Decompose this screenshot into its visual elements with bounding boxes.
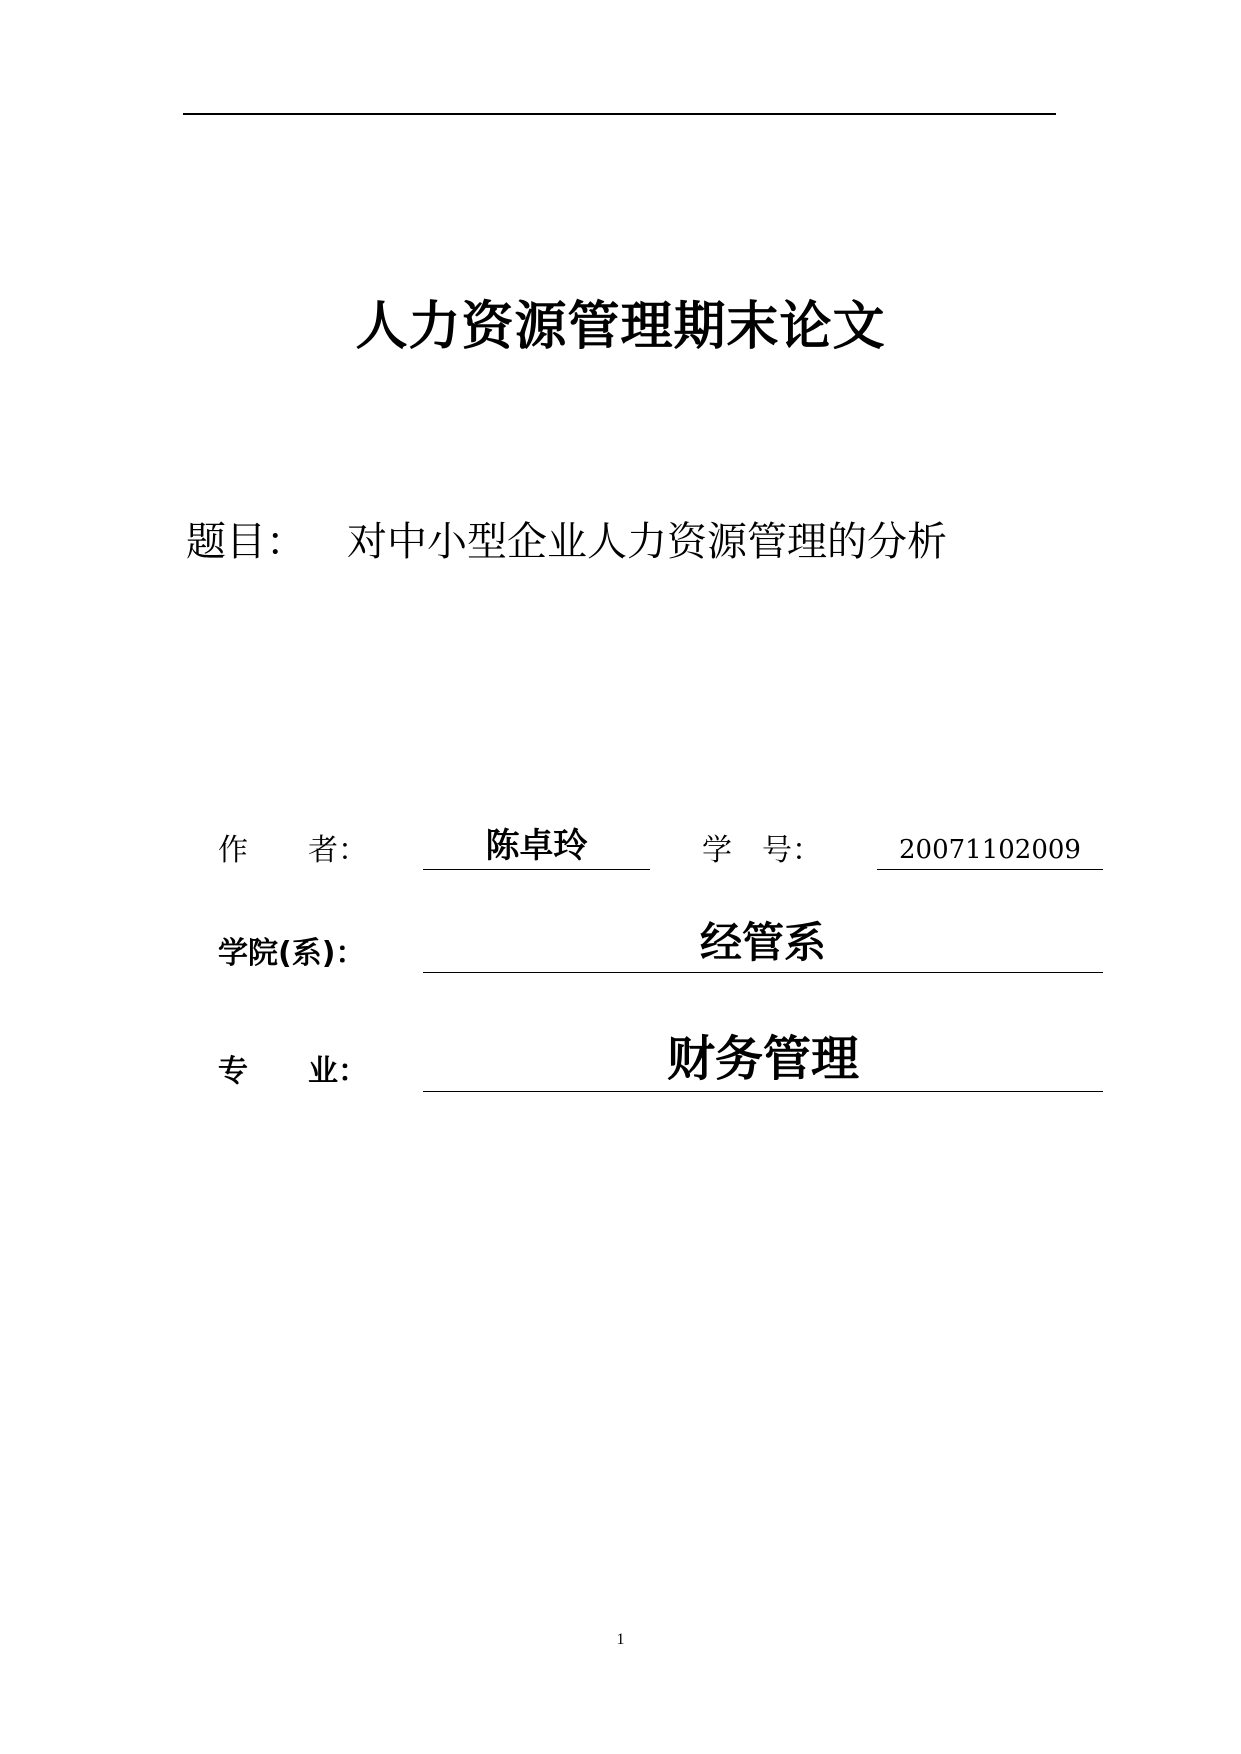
topic-value: 对中小型企业人力资源管理的分析 — [347, 519, 947, 565]
major-underline — [423, 1091, 1103, 1092]
page-number: 1 — [616, 1631, 625, 1648]
student-id-underline — [877, 869, 1103, 870]
student-id-value: 20071102009 — [899, 835, 1081, 865]
author-underline — [423, 869, 650, 870]
major-value: 财务管理 — [666, 1031, 859, 1087]
topic-label: 题目： — [186, 519, 306, 565]
author-label: 作 者： — [218, 833, 368, 868]
college-label: 学院(系)： — [218, 936, 366, 971]
header-rule — [183, 113, 1056, 115]
document-title: 人力资源管理期末论文 — [355, 296, 886, 357]
college-value: 经管系 — [699, 918, 826, 967]
student-id-label: 学 号： — [702, 833, 822, 868]
college-underline — [423, 972, 1103, 973]
author-value: 陈卓玲 — [485, 826, 588, 866]
major-label: 专 业： — [218, 1054, 368, 1089]
